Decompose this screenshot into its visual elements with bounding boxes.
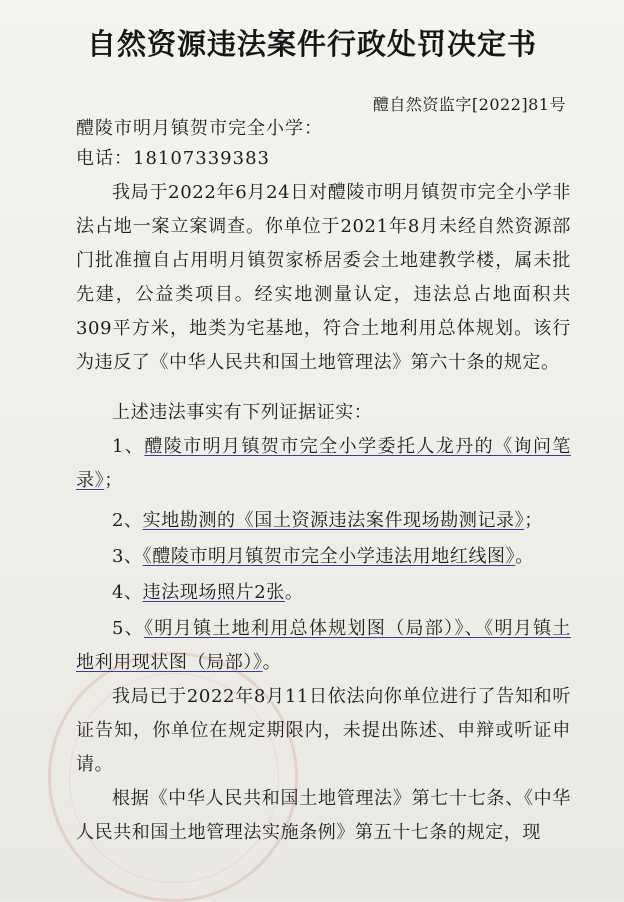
evidence-item-4-number: 4、: [112, 582, 143, 603]
evidence-item-5-end: 。: [262, 652, 282, 673]
document-number: 醴自然资监字[2022]81号: [372, 95, 566, 114]
phone-line: 电话：18107339383: [76, 148, 270, 169]
evidence-item-1-number: 1、: [112, 436, 145, 457]
legal-basis-paragraph: 根据《中华人民共和国土地管理法》第七十七条、《中华人民共和国土地管理法实施条例》第五十七条的规定，现: [76, 788, 571, 843]
evidence-intro: 上述违法事实有下列证据证实：: [112, 402, 373, 423]
case-paragraph: 我局于2022年6月24日对醴陵市明月镇贺市完全小学非法占地一案立案调查。你单位于2021年8月未经自然资源部门批准擅自占用明月镇贺家桥居委会土地建教学楼，属未批先建，公益类项目。经实地测量认定，违法总占地面积共309平方米，地类为宅基地，符合土地利用总体规划。该行为违反了《中华人民共和国土地管理法》第六十条的规定。: [76, 182, 571, 373]
evidence-item-3: [76, 540, 571, 574]
evidence-item-4-text: 违法现场照片2张: [142, 582, 285, 603]
evidence-item-4-end: 。: [284, 582, 304, 603]
evidence-item-1-text: 醴陵市明月镇贺市完全小学委托人龙丹的《询问笔录》: [76, 436, 572, 491]
notice-paragraph: 我局已于2022年8月11日依法向你单位进行了告知和听证告知，你单位在规定期限内，未提出陈述、申辩或听证申请。: [76, 686, 571, 775]
recipient-line: 醴陵市明月镇贺市完全小学：: [76, 118, 323, 139]
evidence-item-2-end: ；: [524, 510, 543, 531]
evidence-item-2-text: 实地勘测的《国土资源违法案件现场勘测记录》: [142, 510, 525, 531]
evidence-item-4: [76, 576, 571, 610]
document-title: 自然资源违法案件行政处罚决定书: [86, 27, 537, 61]
evidence-item-3-number: 3、: [112, 546, 143, 567]
evidence-item-3-end: 。: [515, 546, 534, 567]
evidence-item-3-text: 《醴陵市明月镇贺市完全小学违法用地红线图》: [142, 546, 516, 567]
evidence-item-5-text: 《明月镇土地利用总体规划图（局部）》、《明月镇土地利用现状图（局部）》: [76, 618, 571, 673]
evidence-item-2: [76, 504, 571, 538]
evidence-item-5-number: 5、: [112, 618, 145, 639]
evidence-item-5: [76, 612, 571, 680]
evidence-item-1: [76, 430, 571, 498]
evidence-item-1-end: ；: [104, 470, 123, 491]
evidence-item-2-number: 2、: [112, 510, 143, 531]
